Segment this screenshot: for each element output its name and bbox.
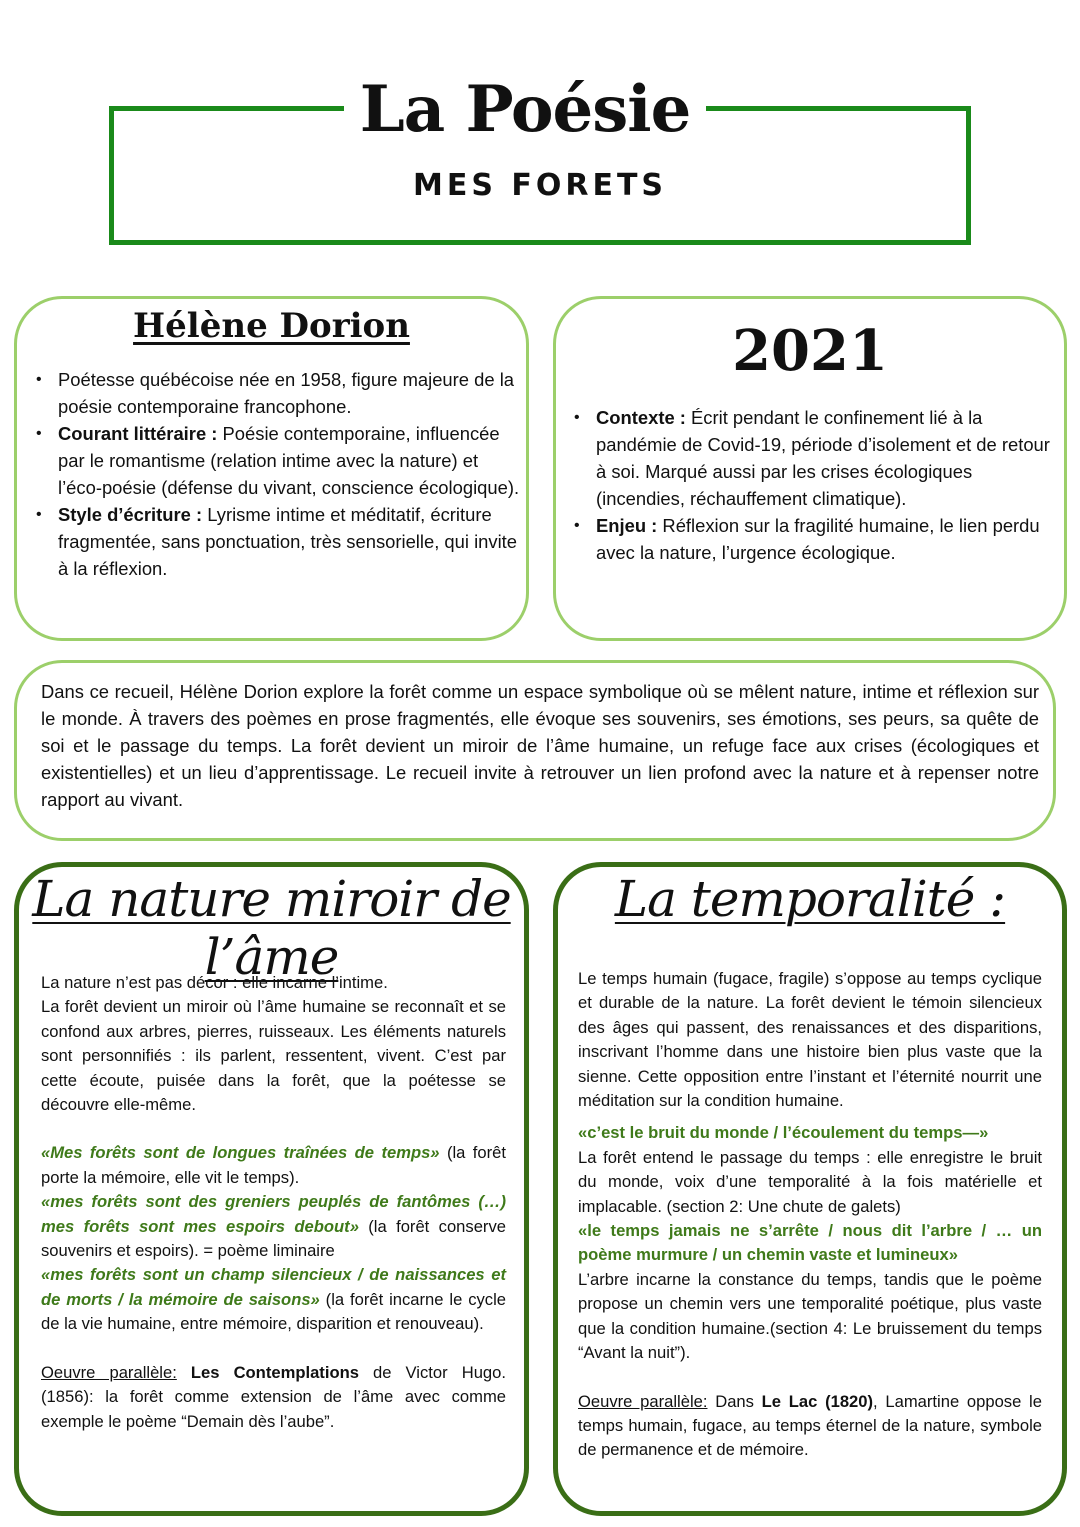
nature-comment: (la forêt incarne le cycle de la vie humaine, entre mémoire, disparition et renouveau).	[41, 1289, 507, 1334]
nature-quote: «mes forêts sont un champ silencieux / de naissances et de morts / la mémoire de saisons»	[41, 1265, 506, 1309]
author-item-text: Poétesse québécoise née en 1958, figure majeure de la poésie contemporaine francophone.	[58, 369, 515, 417]
parallel-text: de Victor Hugo. (1856): la forêt comme extension de l’âme avec comme exemple le poème “Demain dès l’aube”.	[41, 1362, 506, 1431]
year-item-label: Enjeu :	[596, 515, 658, 536]
page-subtitle: MES FORETS	[412, 168, 668, 203]
parallel-title: Les Contemplations	[190, 1362, 359, 1382]
nature-comment: (la forêt conserve souvenirs et espoirs). = poème liminaire	[41, 1216, 506, 1261]
author-item-text: Lyrisme intime et méditatif, écriture fragmentée, sans ponctuation, très sensorielle, qui invite à la réflexion.	[58, 504, 518, 579]
nature-quote: «mes forêts sont des greniers peuplés de fantômes (…) mes forêts sont mes espoirs debout»	[41, 1192, 506, 1236]
nature-quote-paragraph	[41, 1263, 506, 1336]
time-heading: La temporalité :	[614, 870, 1006, 928]
time-parallel	[578, 1390, 1042, 1463]
author-heading: Hélène Dorion	[133, 306, 410, 346]
nature-body	[41, 971, 506, 1434]
author-item	[40, 366, 522, 420]
nature-intro-line: La nature n’est pas décor : elle incarne l’intime.	[41, 973, 388, 992]
year-item	[578, 512, 1053, 566]
author-item-text: Poésie contemporaine, influencée par le romantisme (relation intime avec la nature) et l’éco-poésie (défense du vivant, conscience écologique).	[58, 423, 520, 498]
author-item	[40, 420, 522, 501]
nature-parallel	[41, 1361, 506, 1434]
time-quote: «c’est le bruit du monde / l’écoulement du temps—»	[578, 1123, 989, 1143]
year-item-text: Écrit pendant le confinement lié à la pandémie de Covid-19, période d’isolement et de retour à soi. Marqué aussi par les crises écologiques (incendies, réchauffement climatique).	[596, 407, 1050, 509]
author-item-label: Style d’écriture :	[58, 504, 203, 525]
year-heading: 2021	[732, 318, 888, 384]
nature-intro-paragraph: La forêt devient un miroir où l’âme humaine se reconnaît et se confond aux arbres, pierres, ruisseaux. Les éléments naturels sont personnifiés : ils parlent, ressentent, vivent. C’est par cette écoute, puisée dans la forêt, que la poétesse se découvre elle-même.	[41, 997, 506, 1115]
nature-heading: La nature miroir de l’âme	[32, 870, 511, 986]
time-intro: Le temps humain (fugace, fragile) s’oppose au temps cyclique et durable de la nature. La forêt devient le témoin silencieux des âges qui passent, des renaissances et des disparitions, inscrivant l’homme dans une histoire bien plus vaste que la sienne. Cette opposition entre l’instant et l’éternité nourrit une méditation sur la condition humaine.	[578, 969, 1042, 1111]
author-item	[40, 501, 522, 582]
time-quote: «le temps jamais ne s’arrête / nous dit l’arbre / … un poème murmure / un chemin vaste et lumineux»	[578, 1221, 1042, 1265]
year-item-label: Contexte :	[596, 407, 686, 428]
summary-text: Dans ce recueil, Hélène Dorion explore la forêt comme un espace symbolique où se mêlent nature, intime et réflexion sur le monde. À travers des poèmes en prose fragmentés, elle évoque ses souvenirs, ses émotions, ses peurs, sa quête de soi et le passage du temps. La forêt devient un miroir de l’âme humaine, un refuge face aux crises (écologiques et existentielles) et un lieu d’apprentissage. Le recueil invite à retrouver un lien profond avec la nature et à repenser notre rapport au vivant.	[41, 681, 1039, 810]
parallel-title: Le Lac (1820)	[761, 1391, 874, 1411]
year-item	[578, 404, 1053, 512]
year-item-text: Réflexion sur la fragilité humaine, le lien perdu avec la nature, l’urgence écologique.	[596, 515, 1040, 563]
parallel-text: , Lamartine oppose le temps humain, fugace, au temps éternel de la nature, symbole de permanence et de mémoire.	[578, 1391, 1042, 1460]
author-item-label: Courant littéraire :	[58, 423, 218, 444]
page-title: La Poésie	[344, 70, 706, 150]
author-list	[40, 366, 522, 582]
parallel-label: Oeuvre parallèle:	[41, 1362, 177, 1382]
parallel-label: Oeuvre parallèle:	[578, 1391, 708, 1411]
nature-comment: (la forêt porte la mémoire, elle vit le temps).	[41, 1143, 506, 1187]
nature-quote: «Mes forêts sont de longues traînées de temps»	[41, 1143, 440, 1163]
year-list	[578, 404, 1053, 566]
nature-quote-paragraph	[41, 1141, 506, 1190]
parallel-pre: Dans	[707, 1391, 762, 1411]
time-body	[578, 967, 1042, 1463]
nature-quote-paragraph	[41, 1190, 506, 1263]
time-comment: L’arbre incarne la constance du temps, tandis que le poème propose un chemin vers une temporalité poétique, plus vaste que la condition humaine.(section 4: Le bruissement du temps “Avant la nuit”).	[578, 1269, 1042, 1363]
time-comment: La forêt entend le passage du temps : elle enregistre le bruit du monde, voix d’une temporalité à la fois matérielle et implacable. (section 2: Une chute de galets)	[578, 1147, 1042, 1216]
